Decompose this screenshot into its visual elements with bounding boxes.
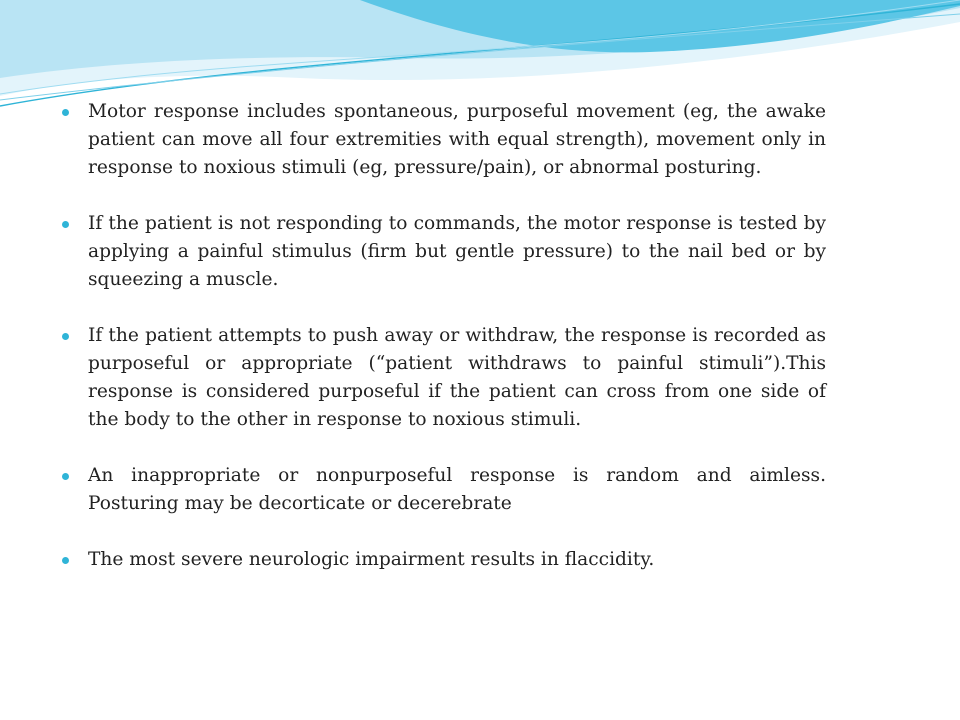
bullet-dot-icon	[62, 333, 69, 340]
bullet-text: If the patient is not responding to commands, the motor response is tested by applying a painful stimulus (firm but gentle pressure) to the nail bed or by squeezing a muscle.	[88, 213, 826, 290]
bullet-item	[60, 546, 826, 574]
bullet-list	[60, 98, 826, 574]
bullet-text: An inappropriate or nonpurposeful response is random and aimless. Posturing may be decorticate or decerebrate	[88, 465, 826, 514]
bullet-dot-icon	[62, 221, 69, 228]
bullet-dot-icon	[62, 557, 69, 564]
bullet-item	[60, 462, 826, 518]
bullet-text: Motor response includes spontaneous, purposeful movement (eg, the awake patient can move all four extremities with equal strength), movement only in response to noxious stimuli (eg, pressure/pain), or abnormal posturing.	[88, 101, 826, 178]
slide-content	[60, 98, 826, 602]
bullet-item	[60, 98, 826, 182]
bullet-item	[60, 322, 826, 434]
bullet-item	[60, 210, 826, 294]
bullet-dot-icon	[62, 109, 69, 116]
bullet-dot-icon	[62, 473, 69, 480]
bullet-text: The most severe neurologic impairment results in flaccidity.	[88, 549, 655, 570]
bullet-text: If the patient attempts to push away or withdraw, the response is recorded as purposeful or appropriate (“patient withdraws to painful stimuli”).This response is considered purposeful if the patient can cross from one side of the body to the other in response to noxious stimuli.	[88, 325, 826, 430]
